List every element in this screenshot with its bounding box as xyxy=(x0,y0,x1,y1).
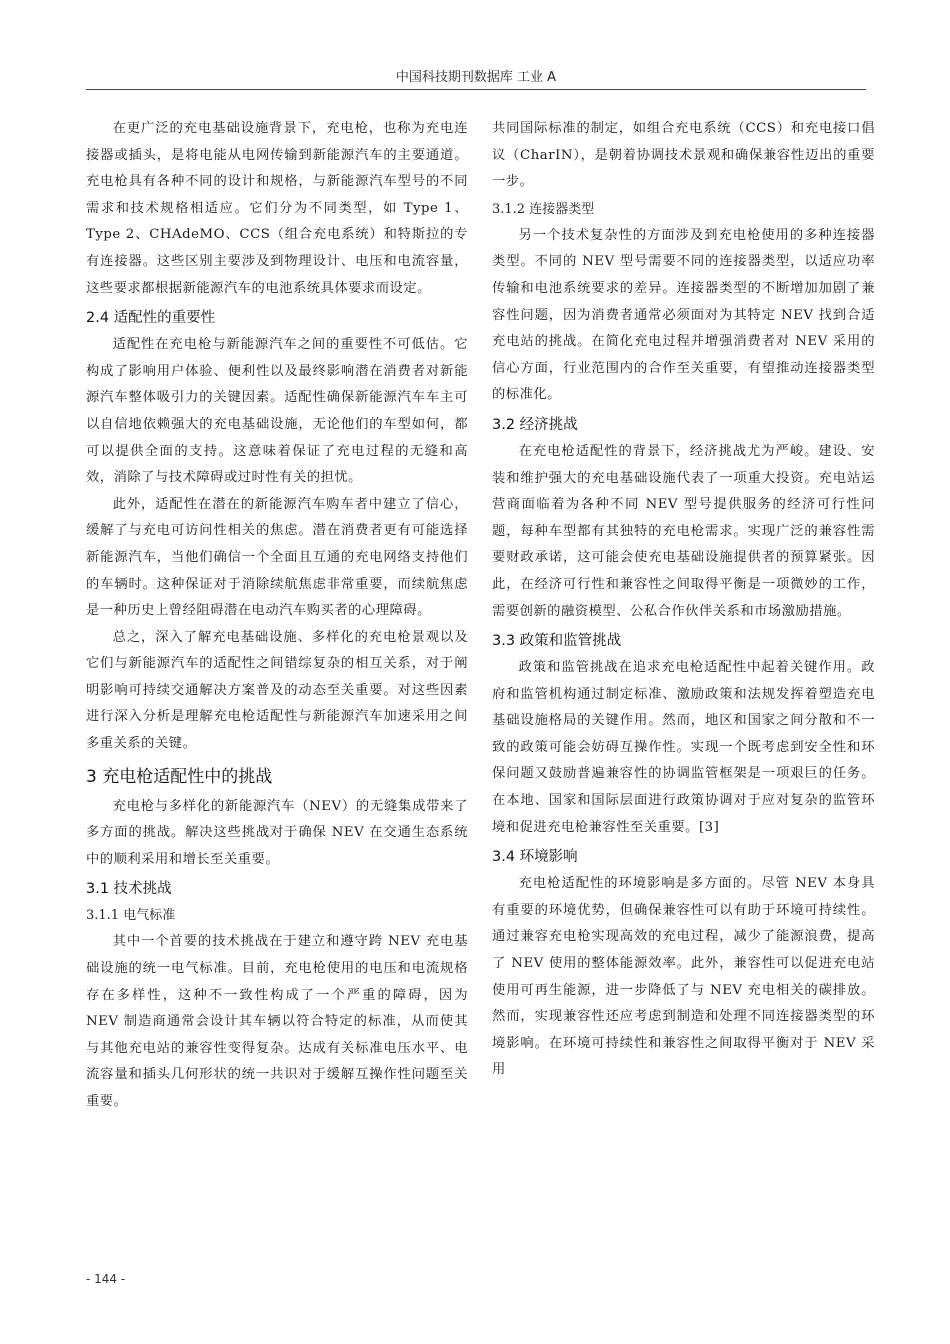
section-heading-3: 3 充电枪适配性中的挑战 xyxy=(86,766,273,787)
section-heading-2-4: 2.4 适配性的重要性 xyxy=(86,310,216,327)
paragraph: 总之，深入了解充电基础设施、多样化的充电枪景观以及它们与新能源汽车的适配性之间错综复杂的相互关系，对于阐明影响可持续交通解决方案普及的动态至关重要。对这些因素进行深入分析是理解充电枪适配性与新能源汽车加速采用之间多重关系的关键。 xyxy=(86,629,468,752)
paragraph: 适配性在充电枪与新能源汽车之间的重要性不可低估。它构成了影响用户体验、便利性以及最终影响潜在消费者对新能源汽车整体吸引力的关键因素。适配性确保新能源汽车车主可以自信地依赖强大的充电基础设施，无论他们的车型如何，都可以提供全面的支持。这意味着保证了充电过程的无缝和高效，消除了与技术障碍或过时性有关的担忧。 xyxy=(86,337,468,486)
subsection-heading-3-1-1: 3.1.1 电气标准 xyxy=(86,908,176,924)
paragraph: 在充电枪适配性的背景下，经济挑战尤为严峻。建设、安装和维护强大的充电基础设施代表了一项重大投资。充电站运营商面临着为各种不同 NEV 型号提供服务的经济可行性问题，每种车型都有其独特的充电枪需求。实现广泛的兼容性需要财政承诺，这可能会使充电基础设施提供者的预算紧张。因此，在经济可行性和兼容性之间取得平衡是一项微妙的工作，需要创新的融资模型、公私合作伙伴关系和市场激励措施。 xyxy=(492,443,875,619)
paragraph: 充电枪与多样化的新能源汽车（NEV）的无缝集成带来了多方面的挑战。解决这些挑战对于确保 NEV 在交通生态系统中的顺利采用和增长至关重要。 xyxy=(86,798,468,867)
paragraph: 此外，适配性在潜在的新能源汽车购车者中建立了信心，缓解了与充电可访问性相关的焦虑。潜在消费者更有可能选择新能源汽车，当他们确信一个全面且互通的充电网络支持他们的车辆时。这种保证对于消除续航焦虑非常重要，而续航焦虑是一种历史上曾经阻碍潜在电动汽车购买者的心理障碍。 xyxy=(86,496,468,619)
paragraph: 在更广泛的充电基础设施背景下，充电枪，也称为充电连接器或插头，是将电能从电网传输到新能源汽车的主要通道。充电枪具有各种不同的设计和规格，与新能源汽车型号的不同需求和技术规格相适应。它们分为不同类型，如 Type 1、Type 2、CHAdeMO、CCS（组合充电系统）和特斯拉的专有连接器。这些区别主要涉及到物理设计、电压和电流容量，这些要求都根据新能源汽车的电池系统具体要求而设定。 xyxy=(86,121,468,296)
page-number: - 144 - xyxy=(86,1272,126,1286)
section-heading-3-1: 3.1 技术挑战 xyxy=(86,881,172,898)
paragraph: 另一个技术复杂性的方面涉及到充电枪使用的多种连接器类型。不同的 NEV 型号需要不同的连接器类型，以适应功率传输和电池系统要求的差异。连接器类型的不断增加加剧了兼容性问题，因为消费者通常必须面对为其特定 NEV 找到合适充电站的挑战。在简化充电过程并增强消费者对 NEV 采用的信心方面，行业范围内的合作至关重要，有望推动连接器类型的标准化。 xyxy=(492,227,875,403)
right-column xyxy=(492,116,875,1084)
left-column xyxy=(86,116,468,1116)
paragraph: 其中一个首要的技术挑战在于建立和遵守跨 NEV 充电基础设施的统一电气标准。目前，充电枪使用的电压和电流规格存在多样性，这种不一致性构成了一个严重的障碍，因为 NEV 制造商通常会设计其车辆以符合特定的标准，从而使其与其他充电站的兼容性变得复杂。达成有关标准电压水平、电流容量和插头几何形状的统一共识对于缓解互操作性问题至关重要。 xyxy=(86,934,468,1109)
journal-header: 中国科技期刊数据库 工业 A xyxy=(395,70,557,85)
section-heading-3-2: 3.2 经济挑战 xyxy=(492,416,578,433)
header-divider xyxy=(86,89,866,90)
section-heading-3-3: 3.3 政策和监管挑战 xyxy=(492,633,622,650)
paragraph: 充电枪适配性的环境影响是多方面的。尽管 NEV 本身具有重要的环境优势，但确保兼容性可以有助于环境可持续性。通过兼容充电枪实现高效的充电过程，减少了能源浪费，提高了 NEV 使用的整体能源效率。此外，兼容性可以促进充电站使用可再生能源，进一步降低了与 NEV 充电相关的碳排放。然而，实现兼容性还应考虑到制造和处理不同连接器类型的环境影响。在环境可持续性和兼容性之间取得平衡对于 NEV 采用 xyxy=(492,876,875,1078)
subsection-heading-3-1-2: 3.1.2 连接器类型 xyxy=(492,201,595,217)
paragraph-continued: 共同国际标准的制定，如组合充电系统（CCS）和充电接口倡议（CharIN），是朝着协调技术景观和确保兼容性迈出的重要一步。 xyxy=(492,121,875,190)
section-heading-3-4: 3.4 环境影响 xyxy=(492,849,578,866)
paragraph: 政策和监管挑战在追求充电枪适配性中起着关键作用。政府和监管机构通过制定标准、激励政策和法规发挥着塑造充电基础设施格局的关键作用。然而，地区和国家之间分散和不一致的政策可能会妨碍互操作性。实现一个既考虑到安全性和环保问题又鼓励普遍兼容性的协调监管框架是一项艰巨的任务。在本地、国家和国际层面进行政策协调对于应对复杂的监管环境和促进充电枪兼容性至关重要。[3] xyxy=(492,660,875,835)
